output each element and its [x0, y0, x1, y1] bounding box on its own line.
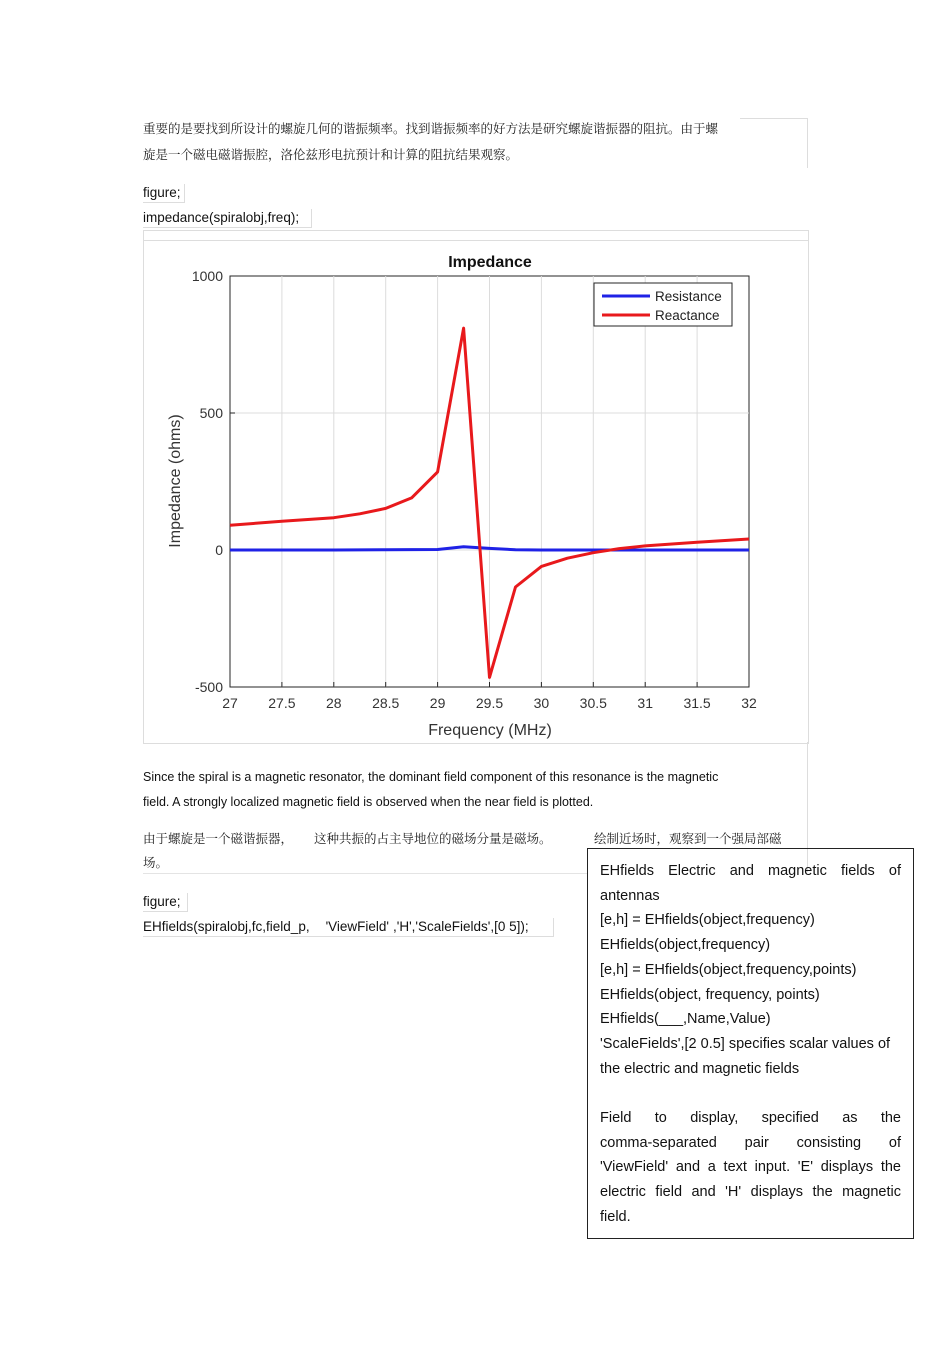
intro-top-rule [740, 118, 807, 119]
callout-line-12: 'ViewField' and a text input. 'E' displays the [600, 1159, 901, 1176]
y-tick-label: -500 [194, 679, 223, 695]
code2-line1: figure; [143, 893, 188, 912]
x-tick-label: 32 [741, 695, 757, 711]
x-tick-label: 27 [222, 695, 238, 711]
callout-line-9: the electric and magnetic fields [600, 1060, 800, 1077]
x-tick-label: 31.5 [683, 695, 711, 711]
x-tick-label: 28 [326, 695, 342, 711]
callout-line-2: antennas [600, 887, 660, 904]
x-tick-label: 30 [533, 695, 550, 711]
x-tick-label: 30.5 [579, 695, 607, 711]
x-tick-label: 29 [429, 695, 446, 711]
para-cn2-line2: 场。 [143, 855, 169, 870]
ehfields-callout [587, 848, 914, 1239]
impedance-chart [144, 241, 807, 741]
para-cn2-part1: 由于螺旋是一个磁谐振器， [143, 831, 294, 846]
code1-line2: impedance(spiralobj,freq); [143, 209, 312, 228]
code1-line1: figure; [143, 184, 185, 203]
para-cn2-part3: 绘制近场时，观察到一个强局部磁 [594, 831, 782, 846]
y-axis-label: Impedance (ohms) [167, 414, 184, 548]
y-tick-label: 1000 [191, 268, 223, 284]
code2-end: ,[0 5]); [490, 919, 529, 934]
code2-scalefields: 'ScaleFields' [415, 919, 491, 934]
callout-line-4: EHfields(object,frequency) [600, 937, 771, 954]
x-tick-label: 29.5 [475, 695, 504, 711]
code2-line2 [143, 918, 554, 937]
x-tick-label: 31 [637, 695, 653, 711]
para-cn2-bottom-rule [143, 873, 588, 874]
intro-text-line1: 重要的是要找到所设计的螺旋几何的谐振频率。找到谐振频率的好方法是研究螺旋谐振器的阻抗。由于螺 [143, 121, 719, 136]
callout-line-11: comma-separated pair consisting of [600, 1134, 901, 1151]
code2-h: ,'H', [393, 919, 416, 934]
callout-line-7: EHfields(___,Name,Value) [600, 1011, 771, 1028]
x-tick-label: 28.5 [372, 695, 400, 711]
x-tick-label: 27.5 [268, 695, 296, 711]
para-en-line1: Since the spiral is a magnetic resonator, the dominant field component of this resonance is the magnetic [143, 770, 719, 784]
callout-line-1: EHfields Electric and magnetic fields of [600, 863, 901, 879]
code2-viewfield: 'ViewField' [325, 919, 390, 934]
x-axis-label: Frequency (MHz) [428, 722, 552, 739]
callout-line-5: [e,h] = EHfields(object,frequency,points) [600, 961, 857, 978]
legend [594, 283, 732, 326]
callout-line-13: electric field and 'H' displays the magnetic [600, 1184, 901, 1201]
callout-gap [600, 1081, 901, 1106]
legend-reactance-label: Reactance [655, 308, 720, 323]
para-en-line2: field. A strongly localized magnetic field is observed when the near field is plotted. [143, 795, 594, 809]
callout-line-14: field. [600, 1208, 631, 1225]
intro-text-line2: 旋是一个磁电磁谐振腔，洛伦兹形电抗预计和计算的阻抗结果观察。 [143, 147, 519, 162]
legend-resistance-label: Resistance [655, 289, 722, 304]
callout-line-3: [e,h] = EHfields(object,frequency) [600, 912, 815, 929]
callout-line-6: EHfields(object, frequency, points) [600, 986, 820, 1003]
code2-fn: EHfields(spiralobj,fc,field_p, [143, 919, 310, 934]
para-cn2-part2: 这种共振的占主导地位的磁场分量是磁场。 [314, 831, 552, 846]
chart-title: Impedance [448, 254, 532, 271]
callout-line-8: 'ScaleFields',[2 0.5] specifies scalar values of [600, 1035, 891, 1052]
callout-line-10: Field to display, specified as the [600, 1110, 901, 1127]
y-tick-label: 0 [215, 542, 223, 558]
y-tick-label: 500 [199, 405, 223, 421]
